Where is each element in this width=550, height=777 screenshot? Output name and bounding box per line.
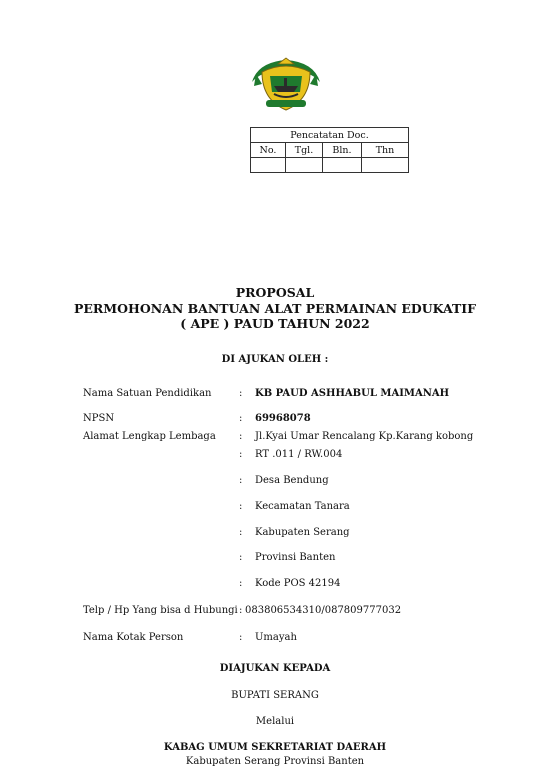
field-colon: : [239, 449, 243, 460]
field-label: NPSN [83, 413, 115, 424]
field-colon: : [239, 632, 243, 643]
field-colon: : [239, 475, 243, 486]
field-colon: : [239, 413, 243, 424]
proposal-subtitle-1: PERMOHONAN BANTUAN ALAT PERMAINAN EDUKATIF [73, 301, 477, 316]
serang-regency-emblem-icon [248, 56, 324, 114]
field-colon: : [239, 578, 243, 589]
submitted-by-heading: DI AJUKAN OLEH : [221, 354, 329, 365]
field-value-province: Provinsi Banten [255, 552, 336, 563]
proposal-subtitle-2: ( APE ) PAUD TAHUN 2022 [180, 316, 370, 331]
field-value-phone: 083806534310/087809777032 [245, 605, 402, 616]
addressed-via: Melalui [255, 716, 295, 727]
field-value-district: Kecamatan Tanara [255, 501, 350, 512]
registry-cell-tgl [286, 158, 323, 173]
registry-cell-no [251, 158, 286, 173]
field-colon: : [239, 605, 243, 616]
addressed-heading: DIAJUKAN KEPADA [219, 663, 331, 674]
document-registry-table [250, 127, 409, 173]
addressed-recipient: BUPATI SERANG [231, 690, 319, 701]
field-label: Telp / Hp Yang bisa d Hubungi [83, 605, 238, 616]
field-label: Nama Kotak Person [83, 632, 184, 643]
field-colon: : [239, 431, 243, 442]
addressed-office-location: Kabupaten Serang Provinsi Banten [185, 756, 365, 767]
field-colon: : [239, 501, 243, 512]
field-value-regency: Kabupaten Serang [255, 527, 350, 538]
field-colon: : [239, 388, 243, 399]
proposal-title: PROPOSAL [235, 285, 315, 300]
field-label: Alamat Lengkap Lembaga [83, 431, 216, 442]
registry-header-tgl: Tgl. [286, 143, 323, 158]
field-value-contact-person: Umayah [255, 632, 297, 643]
field-colon: : [239, 552, 243, 563]
registry-title: Pencatatan Doc. [251, 128, 409, 143]
field-value-address: Jl.Kyai Umar Rencalang Kp.Karang kobong [255, 431, 474, 442]
field-value-postal-code: Kode POS 42194 [255, 578, 341, 589]
field-value-village: Desa Bendung [255, 475, 329, 486]
field-label: Nama Satuan Pendidikan [83, 388, 212, 399]
registry-cell-bln [323, 158, 362, 173]
field-value-npsn: 69968078 [255, 413, 311, 424]
addressed-office: KABAG UMUM SEKRETARIAT DAERAH [163, 742, 387, 753]
field-value-rt-rw: RT .011 / RW.004 [255, 449, 343, 460]
registry-header-thn: Thn [362, 143, 409, 158]
registry-header-bln: Bln. [323, 143, 362, 158]
field-value-institution-name: KB PAUD ASHHABUL MAIMANAH [255, 388, 450, 399]
field-colon: : [239, 527, 243, 538]
registry-cell-thn [362, 158, 409, 173]
registry-header-no: No. [251, 143, 286, 158]
